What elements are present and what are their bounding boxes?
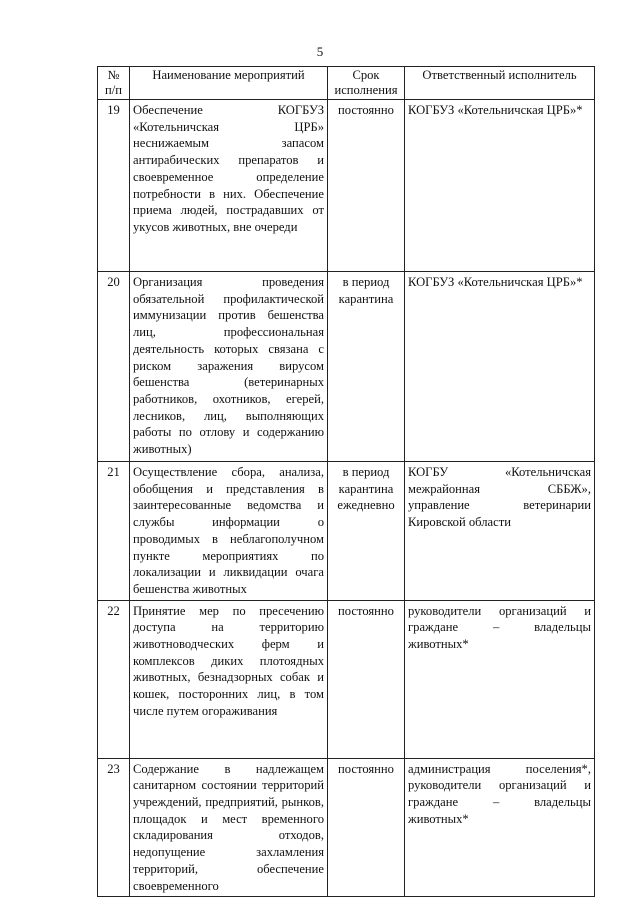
row-term: в период карантина ежедневно (328, 462, 405, 601)
row-measure: Обеспечение КОГБУЗ «Котельничская ЦРБ» неснижаемым запасом антирабических препаратов и своевременное определение потребности в них. Обеспечение приема людей, пострадавших от укусов животных, вне очереди (130, 100, 328, 272)
page-number: 5 (316, 44, 324, 59)
table-row (98, 100, 595, 272)
row-executor: КОГБУЗ «Котельничская ЦРБ»* (405, 272, 595, 462)
row-executor: КОГБУ «Котельничская межрайонная СББЖ», управление ветеринарии Кировской области (405, 462, 595, 601)
row-term: постоянно (328, 100, 405, 272)
header-term: Срок исполнения (328, 67, 405, 100)
row-term: постоянно (328, 600, 405, 758)
row-term: в период карантина (328, 272, 405, 462)
measures-table (97, 66, 595, 897)
row-measure: Организация проведения обязательной профилактической иммунизации против бешенства лиц, профессиональная деятельность которых связана с риском заражения вирусом бешенства (ветеринарных работников, охотников, егерей, лесников, лиц, выполняющих работы по отлову и содержанию животных) (130, 272, 328, 462)
row-measure: Осуществление сбора, анализа, обобщения и представления в заинтересованные ведомства и службы информации о проводимых в неблагополучном пункте мероприятиях по локализации и ликвидации очага бешенства животных (130, 462, 328, 601)
row-num: 23 (98, 758, 130, 897)
row-term: постоянно (328, 758, 405, 897)
table-header-row (98, 67, 595, 100)
row-num: 22 (98, 600, 130, 758)
row-measure: Содержание в надлежащем санитарном состоянии территорий учреждений, предприятий, рынков, площадок и мест временного складирования отходов, недопущение захламления территорий, обеспечение своевременного (130, 758, 328, 897)
table-row (98, 758, 595, 897)
header-num: № п/п (98, 67, 130, 100)
table-row (98, 272, 595, 462)
row-executor: администрация поселения*, руководители организаций и граждане – владельцы животных* (405, 758, 595, 897)
table-row (98, 600, 595, 758)
header-executor: Ответственный исполнитель (405, 67, 595, 100)
row-executor: КОГБУЗ «Котельничская ЦРБ»* (405, 100, 595, 272)
row-num: 20 (98, 272, 130, 462)
row-executor: руководители организаций и граждане – владельцы животных* (405, 600, 595, 758)
row-measure: Принятие мер по пресечению доступа на территорию животноводческих ферм и комплексов диких плотоядных животных, безнадзорных собак и кошек, посторонних лиц, в том числе путем огораживания (130, 600, 328, 758)
row-num: 19 (98, 100, 130, 272)
table-row (98, 462, 595, 601)
row-num: 21 (98, 462, 130, 601)
header-name: Наименование мероприятий (130, 67, 328, 100)
